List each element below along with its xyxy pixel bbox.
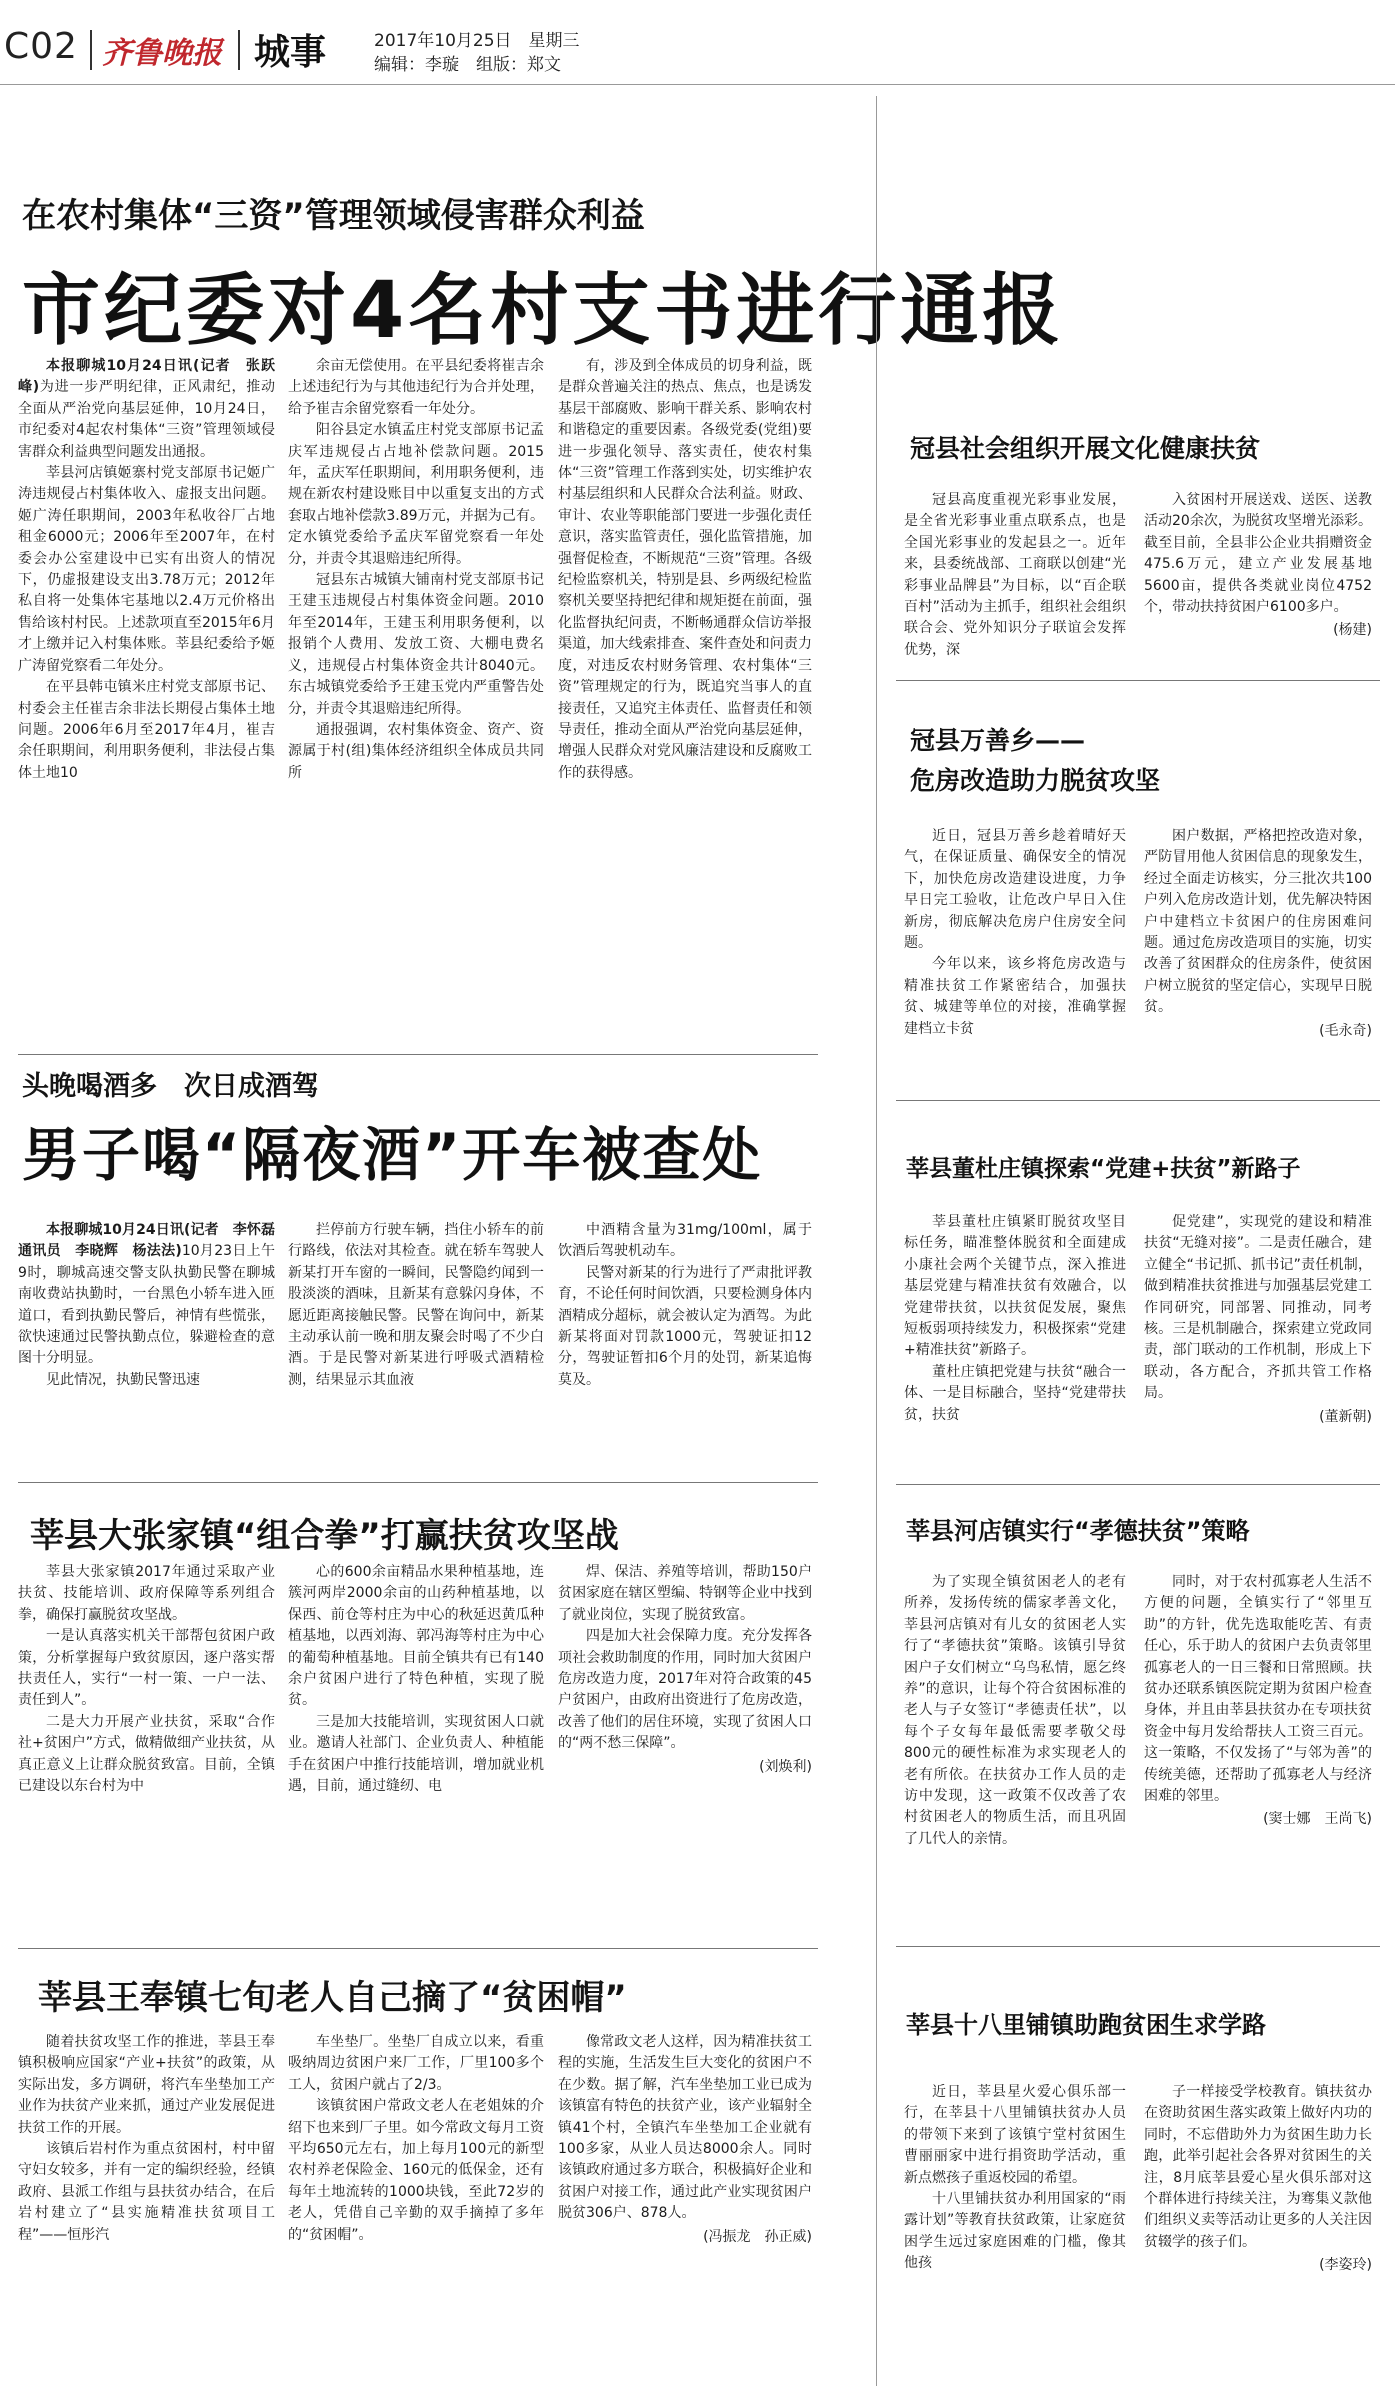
guanxian1-headline: 冠县社会组织开展文化健康扶贫	[910, 434, 1261, 463]
shibali-column-2	[1144, 2082, 1372, 2384]
wangfeng-column-3	[558, 2032, 812, 2384]
lead-c2-p1: 阳谷县定水镇孟庄村党支部原书记孟庆军违规侵占占地补偿款问题。2015年，孟庆军任职期间，利用职务便利，违规在新农村建设账目中以重复支出的方式套取占地补偿款3.89万元，并据为己有。定水镇党委给予孟庆军留党察看一年处分，并责令其退赔违纪所得。	[288, 422, 544, 567]
wangfeng-c1-p0: 随着扶贫攻坚工作的推进，莘县王奉镇积极响应国家“产业+扶贫”的政策，从实际出发，多方调研，将汽车坐垫加工产业作为扶贫产业来抓，通过产业发展促进扶贫工作的开展。	[18, 2034, 275, 2136]
guanxian1-author: (杨建)	[1333, 622, 1372, 639]
lead-column-2	[288, 356, 544, 1026]
lead-byline: 本报聊城10月24日讯(记者 张跃峰)	[18, 358, 275, 396]
guanxian2-c2: 困户数据，严格把控改造对象，严防冒用他人贫困信息的现象发生，经过全面走访核实，分三批次共100户列入危房改造计划，优先解决特困户中建档立卡贫困户的住房困难问题。通过危房改造项目的实施，切实改善了贫困群众的住房条件，使贫困户树立脱贫的坚定信心，实现早日脱贫。	[1144, 828, 1372, 1016]
zhangjia-column-1	[18, 1562, 275, 1936]
guanxian2-c1: 近日，冠县万善乡趁着晴好天气，在保证质量、确保安全的情况下，加快危房改造建设进度，力争早日完工验收，让危改户早日入住新房，彻底解决危房户住房安全问题。	[904, 828, 1126, 952]
lead-c2-p3: 通报强调，农村集体资金、资产、资源属于村(组)集体经济组织全体成员共同所	[288, 721, 544, 781]
page-header	[0, 0, 1395, 80]
lead-c3-p0: 有，涉及到全体成员的切身利益，既是群众普遍关注的热点、焦点，也是诱发基层干部腐败、影响干群关系、影响农村和谐稳定的重要因素。各级党委(党组)要进一步强化领导、落实责任，使农村集体“三资”管理工作落到实处，切实维护农村基层组织和人民群众合法利益。财政、审计、农业等职能部门要进一步强化责任意识，落实监管责任，强化监管措施，加强督促检查，不断规范“三资”管理。各级纪检监察机关，特别是县、乡两级纪检监察机关要坚持把纪律和规矩挺在前面，强化监督执纪问责，不断畅通群众信访举报渠道，加大线索排查、案件查处和问责力度，对违反农村财务管理、农村集体“三资”管理规定的行为，既追究当事人的直接责任，又追究主体责任、监督责任和领导责任，推动全面从严治党向基层延伸，增强人民群众对党风廉洁建设和反腐败工作的获得感。	[558, 358, 812, 781]
drunk-kicker: 头晚喝酒多 次日成酒驾	[22, 1071, 319, 1102]
dongzhuang-headline: 莘县董杜庄镇探索“党建+扶贫”新路子	[906, 1156, 1301, 1182]
wangfeng-column-1	[18, 2032, 275, 2384]
drunk-c2-p0: 拦停前方行驶车辆，挡住小轿车的前行路线，依法对其检查。就在轿车驾驶人新某打开车窗的一瞬间，民警隐约闻到一股淡淡的酒味，且新某有意躲闪身体，不愿近距离接触民警。民警在询问中，新某主动承认前一晚和朋友聚会时喝了不少白酒。于是民警对新某进行呼吸式酒精检测，结果显示其血液	[288, 1222, 544, 1388]
guanxian2-c1b: 今年以来，该乡将危房改造与精准扶贫工作紧密结合，加强扶贫、城建等单位的对接，准确掌握建档立卡贫	[904, 956, 1126, 1037]
shibali-c2: 子一样接受学校教育。镇扶贫办在资助贫困生落实政策上做好内功的同时，不忘借助外力为贫困生助力长跑，此举引起社会各界对贫困生的关注，8月底莘县爱心星火俱乐部对这个群体进行持续关注，为骞集义款他们组织义卖等活动让更多的人关注因贫辍学的孩子们。	[1144, 2084, 1372, 2250]
wangfeng-c1-p1: 该镇后岩村作为重点贫困村，村中留守妇女较多，并有一定的编织经验，经镇政府、县派工作组与县扶贫办结合，在后岩村建立了“县实施精准扶贫项目工程”——恒彤汽	[18, 2141, 275, 2243]
guanxian1-c2: 入贫困村开展送戏、送医、送教活动20余次，为脱贫攻坚增光添彩。截至目前，全县非公企业共捐赠资金475.6万元，建立产业发展基地5600亩，提供各类就业岗位4752个，带动扶持贫困户6100多户。	[1144, 492, 1372, 616]
lead-headline: 市纪委对4名村支书进行通报	[22, 266, 1065, 356]
paper-logo: 齐鲁晚报	[102, 36, 222, 71]
dongzhuang-c2: 促党建”，实现党的建设和精准扶贫“无缝对接”。二是责任融合，建立健全“书记抓、抓书记”责任机制，做到精准扶贫推进与加强基层党建工作同研究，同部署、同推动，同考核。三是机制融合，探索建立党政同责，部门联动的工作机制，形成上下联动，各方配合，齐抓共管工作格局。	[1144, 1214, 1372, 1402]
lead-c2-p2: 冠县东古城镇大铺南村党支部原书记王建玉违规侵占村集体资金问题。2010年至2014年，王建玉利用职务便利，以报销个人费用、发放工资、大棚电费名义，违规侵占村集体资金共计8040元。东古城镇党委给予王建玉党内严重警告处分，并责令其退赔违纪所得。	[288, 572, 544, 717]
guanxian1-c1: 冠县高度重视光彩事业发展，是全省光彩事业重点联系点，也是全国光彩事业的发起县之一。近年来，县委统战部、工商联以创建“光彩事业品牌县”为目标，以“百企联百村”活动为主抓手，组织社会组织联合会、党外知识分子联谊会发挥优势，深	[904, 492, 1126, 658]
hedian-column-1	[904, 1572, 1126, 1924]
hedian-column-2	[1144, 1572, 1372, 1924]
zhangjia-c1-p0: 莘县大张家镇2017年通过采取产业扶贫、技能培训、政府保障等系列组合拳，确保打赢脱贫攻坚战。	[18, 1564, 275, 1623]
zhangjia-c2-p1: 三是加大技能培训，实现贫困人口就业。邀请人社部门、企业负责人、种植能手在贫困户中推行技能培训，增加就业机遇，目前，通过缝纫、电	[288, 1713, 544, 1795]
lead-c1-p1: 莘县河店镇姬寨村党支部原书记姬广涛违规侵占村集体收入、虚报支出问题。姬广涛任职期间，2003年私收谷厂占地租金6000元；2006年至2007年，在村委会办公室建设中已实有出资人的情况下，仍虚报建设支出3.78万元；2012年私自将一处集体宅基地以2.4万元价格出售给该村村民。上述款项直至2015年6月才上缴并记入村集体账。莘县纪委给予姬广涛留党察看二年处分。	[18, 465, 275, 674]
guanxian2-headline-line2: 危房改造助力脱贫攻坚	[910, 766, 1161, 795]
wangfeng-author: (冯振龙 孙正威)	[703, 2228, 812, 2245]
lead-c1-p0: 为进一步严明纪律，正风肃纪，推动全面从严治党向基层延伸，10月24日，市纪委对4起农村集体“三资”管理领域侵害群众利益典型问题发出通报。	[18, 379, 275, 460]
hedian-c1: 为了实现全镇贫困老人的老有所养，发扬传统的儒家孝善文化，莘县河店镇对有儿女的贫困老人实行了“孝德扶贫”策略。该镇引导贫困户子女们树立“乌鸟私情，愿乞终养”的意识，让每个符合贫困标准的老人与子女签订“孝德责任状”，以每个子女每年最低需要孝敬父母800元的硬性标准为求实现老人的老有所依。在扶贫办工作人员的走访中发现，这一政策不仅改善了农村贫困老人的物质生活，而且巩固了几代人的亲情。	[904, 1574, 1126, 1847]
zhangjia-c3-p0: 焊、保洁、养殖等培训，帮助150户贫困家庭在辖区塑编、特钢等企业中找到了就业岗位，实现了脱贫致富。	[558, 1564, 812, 1623]
dongzhuang-c1: 莘县董杜庄镇紧盯脱贫攻坚目标任务，瞄准整体脱贫和全面建成小康社会两个关键节点，深入推进基层党建与精准扶贫有效融合，以党建带扶贫，以扶贫促发展，聚焦短板弱项持续发力，积极探索“党建+精准扶贫”新路子。	[904, 1214, 1126, 1359]
zhangjia-column-2	[288, 1562, 544, 1936]
wangfeng-column-2	[288, 2032, 544, 2384]
hedian-c2: 同时，对于农村孤寡老人生活不方便的问题，全镇实行了“邻里互助”的方针，优先选取能吃苦、有责任心，乐于助人的贫困户去负责邻里孤寡老人的一日三餐和日常照顾。扶贫办还联系镇医院定期为贫困户检查身体，并且由莘县扶贫办在专项扶贫资金中每月发给帮扶人工资三百元。这一策略，不仅发扬了“与邻为善”的传统美德，还帮助了孤寡老人与经济困难的邻里。	[1144, 1574, 1372, 1805]
hedian-author: (窦士娜 王尚飞)	[1263, 1811, 1372, 1828]
drunk-headline: 男子喝“隔夜酒”开车被查处	[22, 1121, 763, 1189]
shibali-c1: 近日，莘县星火爱心俱乐部一行，在莘县十八里铺镇扶贫办人员的带领下来到了该镇宁堂村贫困生曹丽丽家中进行捐资助学活动，重新点燃孩子重返校园的希望。	[904, 2084, 1126, 2186]
zhangjia-c2-p0: 心的600余亩精品水果种植基地，连簇河两岸2000余亩的山药种植基地，以保西、前仓等村庄为中心的秋延迟黄瓜种植基地，以西刘海、郭冯海等村庄为中心的葡萄种植基地。目前全镇共有已有140余户贫困户进行了特色种植，实现了脱贫。	[288, 1564, 544, 1709]
drunk-column-3	[558, 1220, 812, 1462]
lead-c2-p0: 余亩无偿使用。在平县纪委将崔吉余上述违纪行为与其他违纪行为合并处理，给予崔吉余留党察看一年处分。	[288, 358, 544, 417]
header-rule	[0, 84, 1395, 85]
dongzhuang-author: (董新朝)	[1319, 1408, 1372, 1425]
guanxian2-headline-line1: 冠县万善乡——	[910, 726, 1086, 755]
lead-kicker: 在农村集体“三资”管理领域侵害群众利益	[22, 196, 645, 236]
page-code: C02	[4, 26, 78, 67]
guanxian2-author: (毛永奇)	[1319, 1022, 1372, 1039]
dongzhuang-c1b: 董杜庄镇把党建与扶贫“融合一体、一是目标融合，坚持“党建带扶贫，扶贫	[904, 1363, 1126, 1423]
dongzhuang-column-1	[904, 1212, 1126, 1470]
zhangjia-c3-p1: 四是加大社会保障力度。充分发挥各项社会救助制度的作用，同时加大贫困户危房改造力度，2017年对符合政策的45户贫困户，由政府出资进行了危房改造，改善了他们的居住环境，实现了贫困人口的“两不愁三保障”。	[558, 1628, 812, 1752]
shibali-c1b: 十八里铺扶贫办利用国家的“雨露计划”等教育扶贫政策，让家庭贫困学生远过家庭困难的门槛，像其他孩	[904, 2191, 1126, 2272]
hedian-headline: 莘县河店镇实行“孝德扶贫”策略	[906, 1517, 1250, 1545]
wangfeng-c2-p1: 该镇贫困户常政文老人在老姐妹的介绍下也来到厂子里。如今常政文每月工资平均650元左右，加上每月100元的新型农村养老保险金、160元的低保金，还有每年土地流转的1000块钱，至此72岁的老人，凭借自己辛勤的双手摘掉了多年的“贫困帽”。	[288, 2098, 544, 2243]
lead-c1-p2: 在平县韩屯镇米庄村党支部原书记、村委会主任崔吉余非法长期侵占集体土地问题。2006年6月至2017年4月，崔吉余任职期间，利用职务便利，非法侵占集体土地10	[18, 679, 275, 781]
guanxian1-column-1	[904, 490, 1126, 670]
editors-line: 编辑：李璇 组版：郑文	[374, 55, 561, 75]
drunk-c3-p1: 民警对新某的行为进行了严肃批评教育，不论任何时间饮酒，只要检测身体内酒精成分超标，就会被认定为酒驾。为此新某将面对罚款1000元，驾驶证扣12分，驾驶证暂扣6个月的处罚，新某追悔莫及。	[558, 1264, 812, 1388]
lead-column-1	[18, 356, 275, 1026]
drunk-c1-p0: 10月23日上午9时，聊城高速交警支队执勤民警在聊城南收费站执勤时，一台黑色小轿车进入匝道口，看到执勤民警后，神情有些慌张，欲快速通过民警执勤点位，躲避检查的意图十分明显。	[18, 1243, 275, 1367]
section-title: 城事	[254, 32, 327, 73]
drunk-byline: 本报聊城10月24日讯(记者 李怀磊 通讯员 李晓辉 杨法法)	[18, 1222, 289, 1260]
zhangjia-c1-p1: 一是认真落实机关干部帮包贫困户政策，分析掌握每户致贫原因，逐户落实帮扶责任人，实行“一村一策、一户一法、责任到人”。	[18, 1628, 275, 1709]
date-line: 2017年10月25日 星期三	[374, 31, 580, 51]
shibali-column-1	[904, 2082, 1126, 2384]
drunk-column-1	[18, 1220, 289, 1462]
guanxian1-column-2	[1144, 490, 1372, 670]
zhangjia-headline: 莘县大张家镇“组合拳”打赢扶贫攻坚战	[30, 1516, 619, 1556]
guanxian2-column-2	[1144, 826, 1372, 1084]
zhangjia-author: (刘焕利)	[759, 1758, 812, 1775]
drunk-column-2	[288, 1220, 544, 1462]
zhangjia-column-3	[558, 1562, 812, 1936]
lead-column-3	[558, 356, 812, 1026]
zhangjia-c1-p2: 二是大力开展产业扶贫，采取“合作社+贫困户”方式，做精做细产业扶贫，从真正意义上让群众脱贫致富。目前，全镇已建设以东台村为中	[18, 1713, 275, 1795]
dongzhuang-column-2	[1144, 1212, 1372, 1470]
shibali-author: (李姿玲)	[1319, 2257, 1372, 2274]
guanxian2-column-1	[904, 826, 1126, 1084]
wangfeng-c3-p0: 像常政文老人这样，因为精准扶贫工程的实施，生活发生巨大变化的贫困户不在少数。据了解，汽车坐垫加工业已成为该镇富有特色的扶贫产业，该产业辐射全镇41个村，全镇汽车坐垫加工企业就有100多家，从业人员达8000余人。同时该镇政府通过多方联合，积极搞好企业和贫困户对接工作，通过此产业实现贫困户脱贫306户、878人。	[558, 2034, 812, 2222]
drunk-c1-p1: 见此情况，执勤民警迅速	[46, 1371, 200, 1388]
wangfeng-headline: 莘县王奉镇七旬老人自己摘了“贫困帽”	[38, 1978, 627, 2018]
drunk-c3-p0: 中酒精含量为31mg/100ml，属于饮酒后驾驶机动车。	[558, 1222, 812, 1260]
wangfeng-c2-p0: 车坐垫厂。坐垫厂自成立以来，看重吸纳周边贫困户来厂工作，厂里100多个工人，贫困户就占了2/3。	[288, 2034, 544, 2093]
shibali-headline: 莘县十八里铺镇助跑贫困生求学路	[906, 2011, 1266, 2039]
